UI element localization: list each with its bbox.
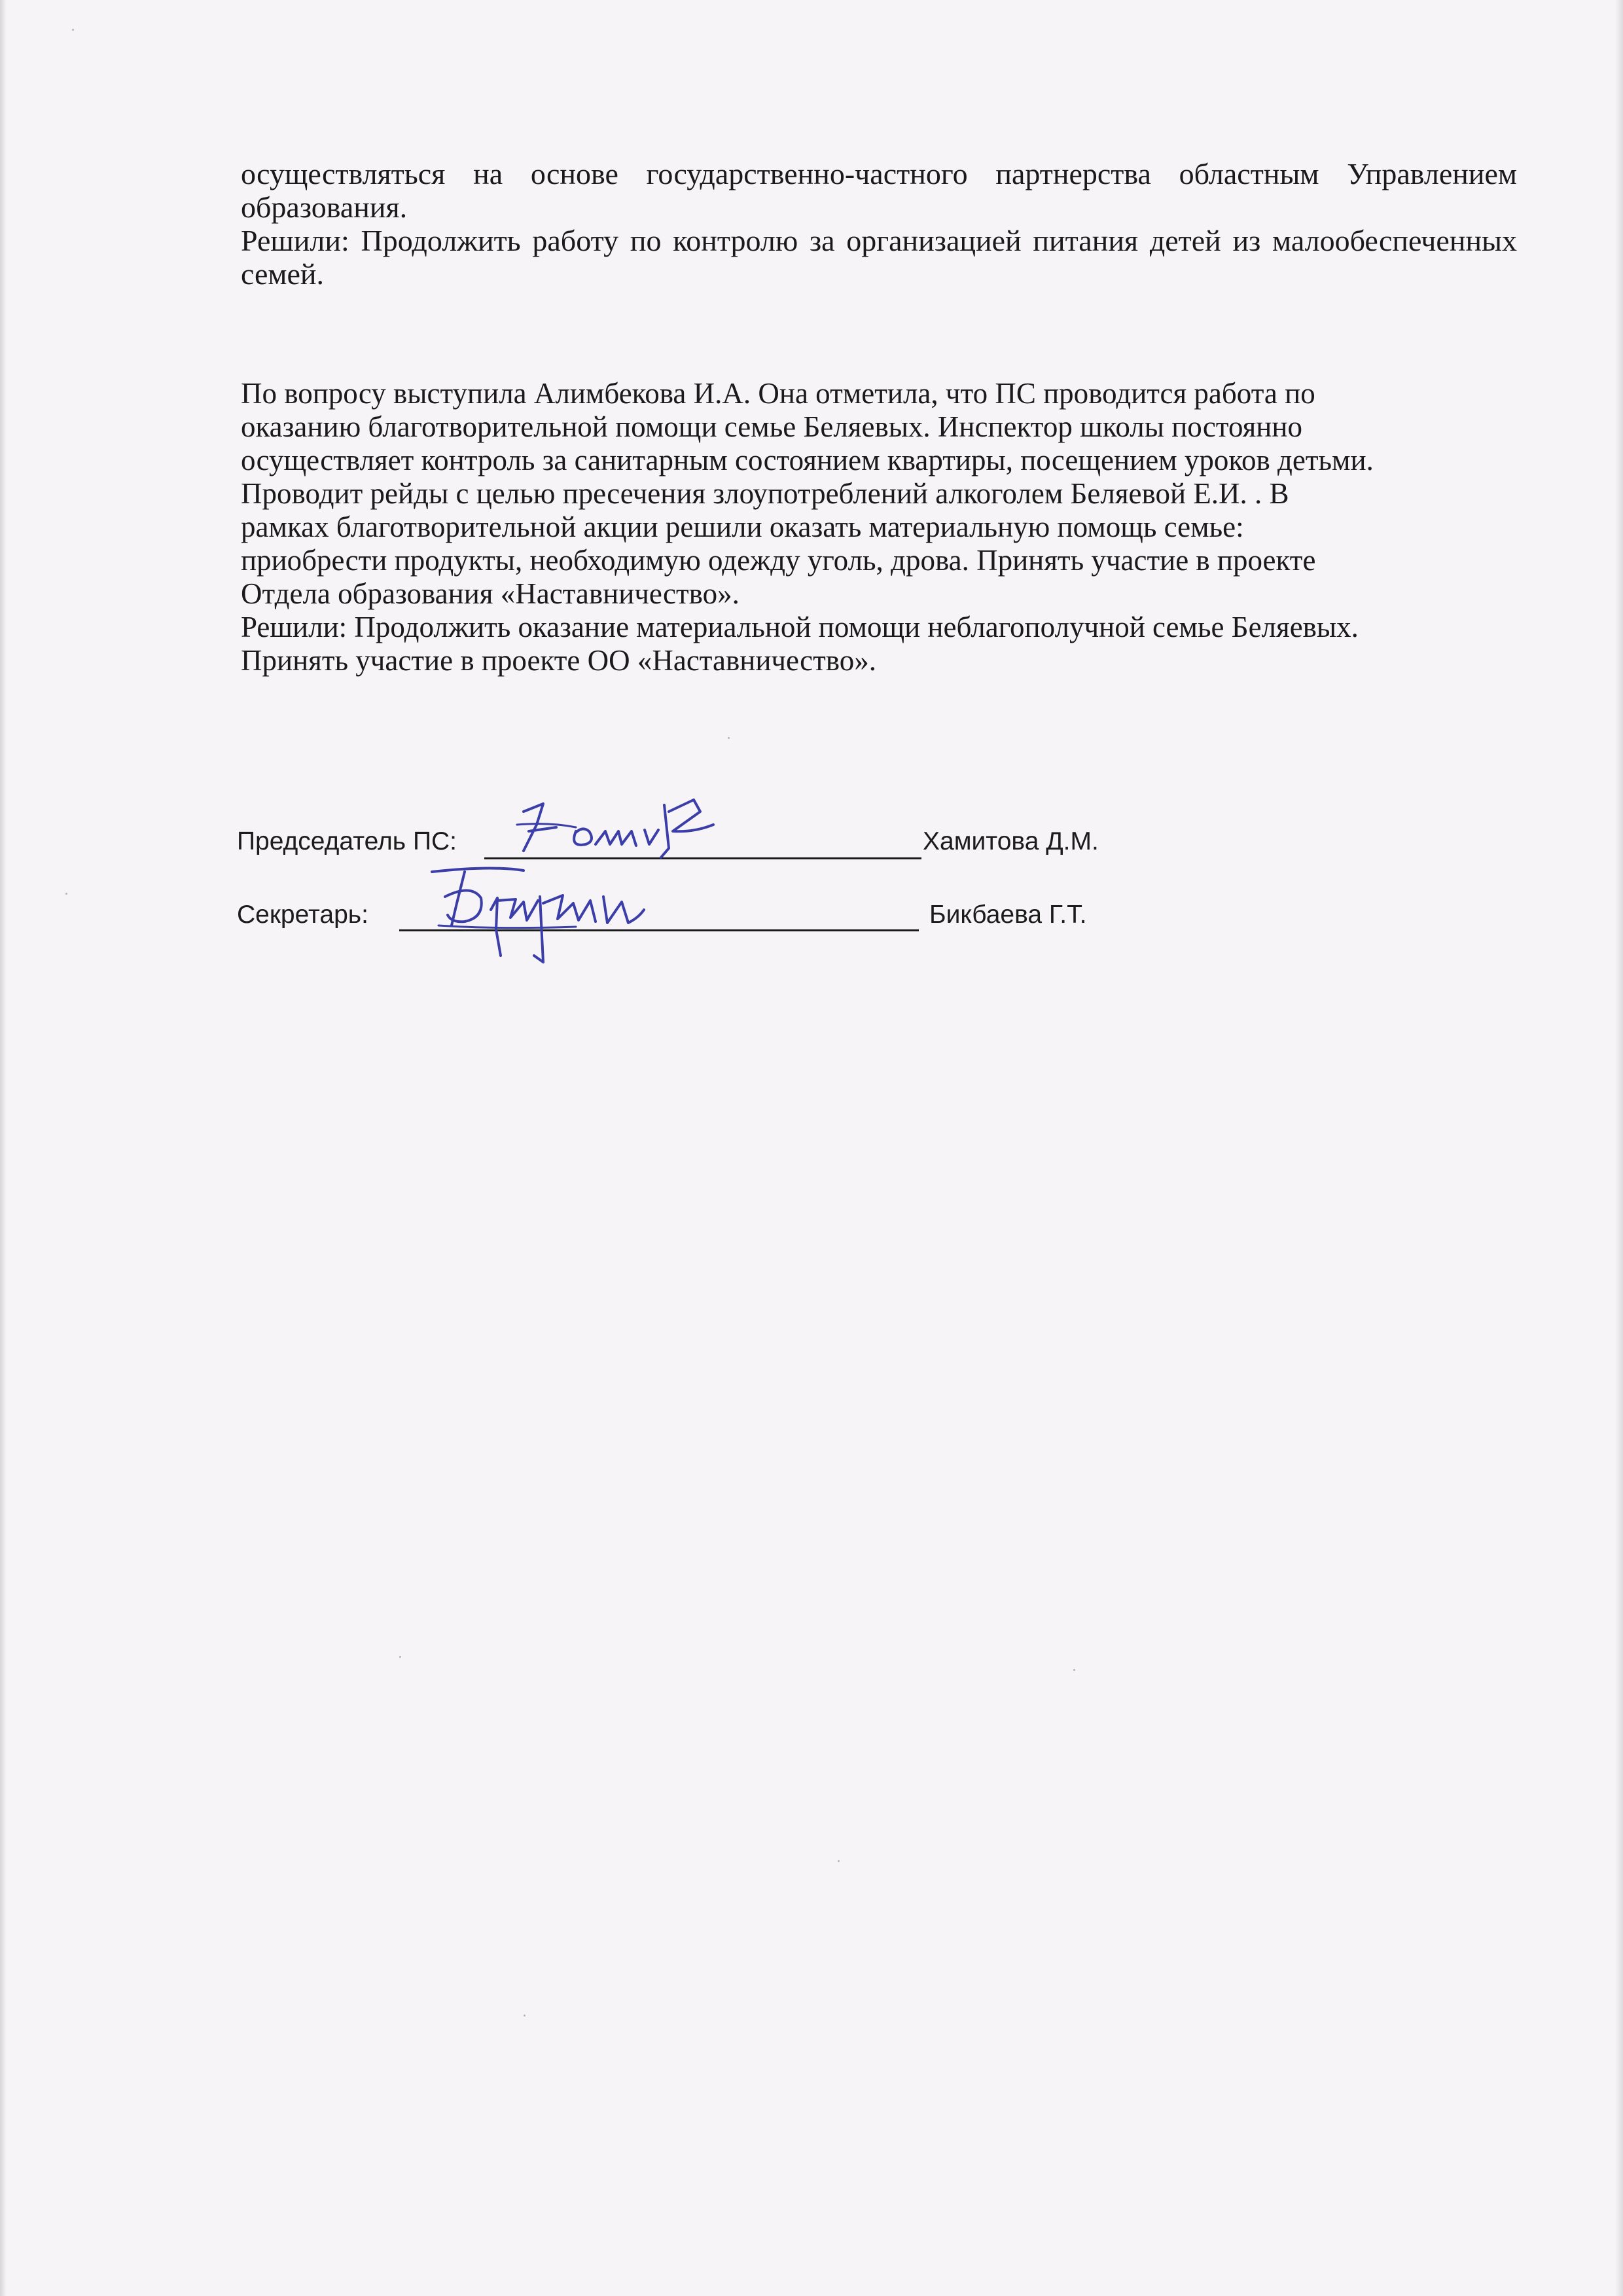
scan-speck <box>1073 1669 1075 1671</box>
speech-line: Проводит рейды с целью пресечения злоупотреблений алкоголем Беляевой Е.И. . В <box>241 477 1289 510</box>
decision-line: Принять участие в проекте ОО «Наставничество». <box>241 644 876 677</box>
chairman-signature <box>497 785 746 864</box>
secretary-name: Бикбаева Г.Т. <box>929 901 1087 929</box>
continuation-block <box>241 157 1517 291</box>
secretary-label: Секретарь: <box>237 901 368 929</box>
speech-line: По вопросу выступила Алимбекова И.А. Она отметила, что ПС проводится работа по <box>241 377 1315 410</box>
scan-speck <box>728 737 730 739</box>
speech-line: оказанию благотворительной помощи семье Беляевых. Инспектор школы постоянно <box>241 410 1302 443</box>
scan-speck <box>838 1860 840 1862</box>
chairman-name: Хамитова Д.М. <box>923 827 1099 855</box>
scan-speck <box>524 2015 526 2017</box>
speech-block <box>241 377 1537 677</box>
scan-edge-right <box>1615 0 1623 2296</box>
speech-line: осуществляет контроль за санитарным состоянием квартиры, посещением уроков детьми. <box>241 444 1374 476</box>
continuation-paragraph: осуществляться на основе государственно-частного партнерства областным Управлением образования. <box>241 157 1517 224</box>
scan-edge-left <box>0 0 7 2296</box>
decision-paragraph-1: Решили: Продолжить работу по контролю за организацией питания детей из малообеспеченных семей. <box>241 224 1517 291</box>
scan-speck <box>65 893 67 895</box>
speech-line: Отдела образования «Наставничество». <box>241 577 740 610</box>
decision-line: Решили: Продолжить оказание материальной помощи неблагополучной семье Беляевых. <box>241 611 1359 643</box>
secretary-signature <box>419 857 668 975</box>
scan-speck <box>399 1656 401 1658</box>
chairman-label: Председатель ПС: <box>237 827 457 855</box>
scan-speck <box>72 29 74 31</box>
speech-line: приобрести продукты, необходимую одежду уголь, дрова. Принять участие в проекте <box>241 544 1316 577</box>
speech-line: рамках благотворительной акции решили оказать материальную помощь семье: <box>241 511 1244 543</box>
